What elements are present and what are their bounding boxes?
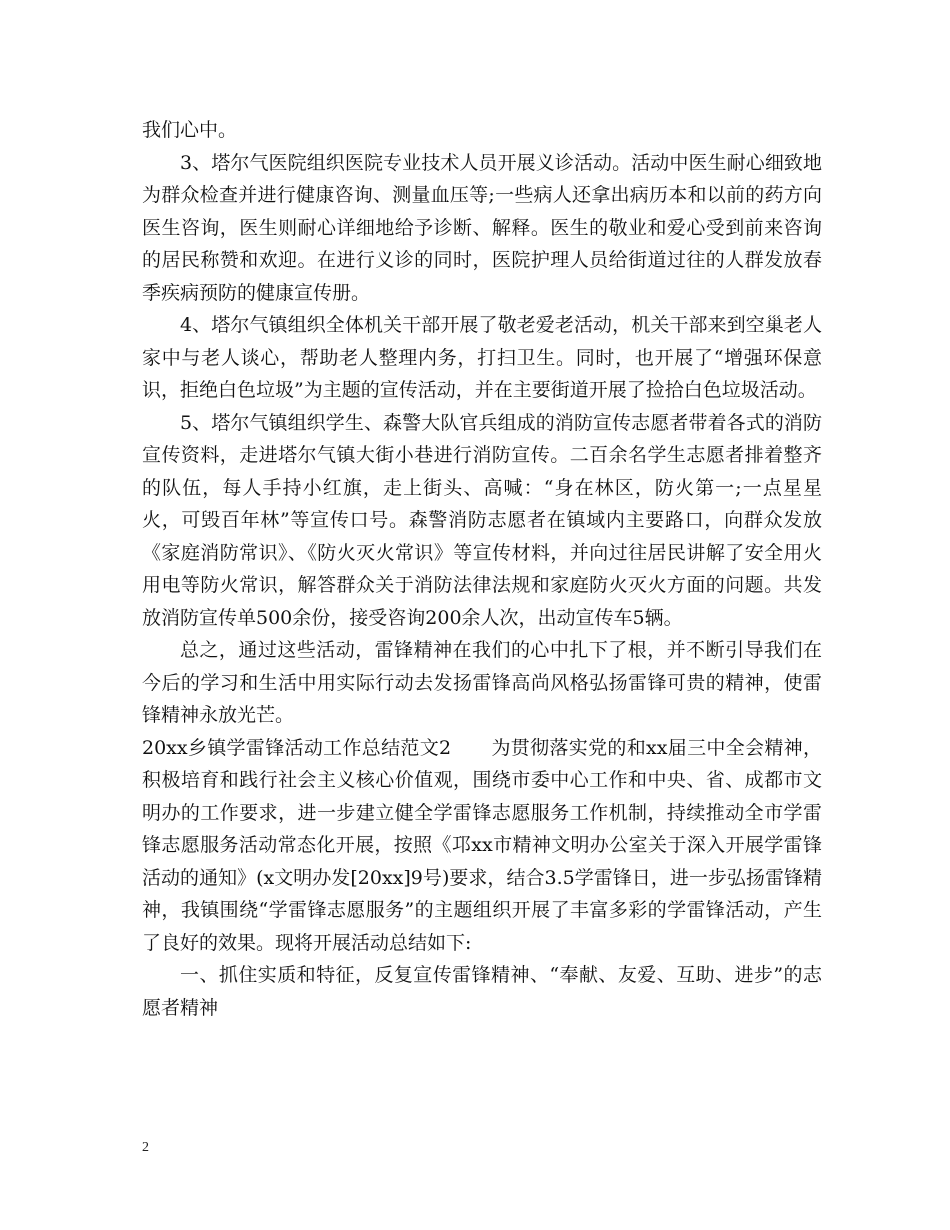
paragraph-conclusion: 总之，通过这些活动，雷锋精神在我们的心中扎下了根，并不断引导我们在今后的学习和生活中用实际行动去发扬雷锋高尚风格弘扬雷锋可贵的精神，使雷锋精神永放光芒。: [142, 639, 822, 726]
section-intro: 为贯彻落实党的和xx届三中全会精神，积极培育和践行社会主义核心价值观，围绕市委中心工作和中央、省、成都市文明办的工作要求，进一步建立健全学雷锋志愿服务工作机制，持续推动全市学雷锋志愿服务活动常态化开展，按照《邛xx市精神文明办公室关于深入开展学雷锋活动的通知》(x文明办发[20xx]9号)要求，结合3.5学雷锋日，进一步弘扬雷锋精神，我镇围绕“学雷锋志愿服务”的主题组织开展了丰富多彩的学雷锋活动，产生了良好的效果。现将开展活动总结如下:: [142, 736, 822, 954]
document-body: [142, 114, 822, 1024]
section-title: 20xx乡镇学雷锋活动工作总结范文2: [142, 736, 452, 759]
paragraph-item-5: 5、塔尔气镇组织学生、森警大队官兵组成的消防宣传志愿者带着各式的消防宣传资料，走进塔尔气镇大街小巷进行消防宣传。二百余名学生志愿者排着整齐的队伍，每人手持小红旗，走上街头、高喊：“身在林区，防火第一;一点星星火，可毁百年林”等宣传口号。森警消防志愿者在镇域内主要路口，向群众发放《家庭消防常识》、《防火灭火常识》等宣传材料，并向过往居民讲解了安全用火用电等防火常识，解答群众关于消防法律法规和家庭防火灭火方面的问题。共发放消防宣传单500余份，接受咨询200余人次，出动宣传车5辆。: [142, 411, 822, 629]
section-block: [142, 732, 822, 960]
paragraph-continuation: 我们心中。: [142, 119, 238, 141]
paragraph-item-3: 3、塔尔气医院组织医院专业技术人员开展义诊活动。活动中医生耐心细致地为群众检查并进行健康咨询、测量血压等;一些病人还拿出病历本和以前的药方向医生咨询，医生则耐心详细地给予诊断、解释。医生的敬业和爱心受到前来咨询的居民称赞和欢迎。在进行义诊的同时，医院护理人员给街道过往的人群发放春季疾病预防的健康宣传册。: [142, 151, 822, 304]
subheading-one: 一、抓住实质和特征，反复宣传雷锋精神、“奉献、友爱、互助、进步”的志愿者精神: [142, 964, 822, 1019]
page-number: 2: [142, 1140, 149, 1155]
paragraph-item-4: 4、塔尔气镇组织全体机关干部开展了敬老爱老活动，机关干部来到空巢老人家中与老人谈心，帮助老人整理内务，打扫卫生。同时，也开展了“增强环保意识，拒绝白色垃圾”为主题的宣传活动，并在主要街道开展了捡拾白色垃圾活动。: [142, 314, 822, 401]
